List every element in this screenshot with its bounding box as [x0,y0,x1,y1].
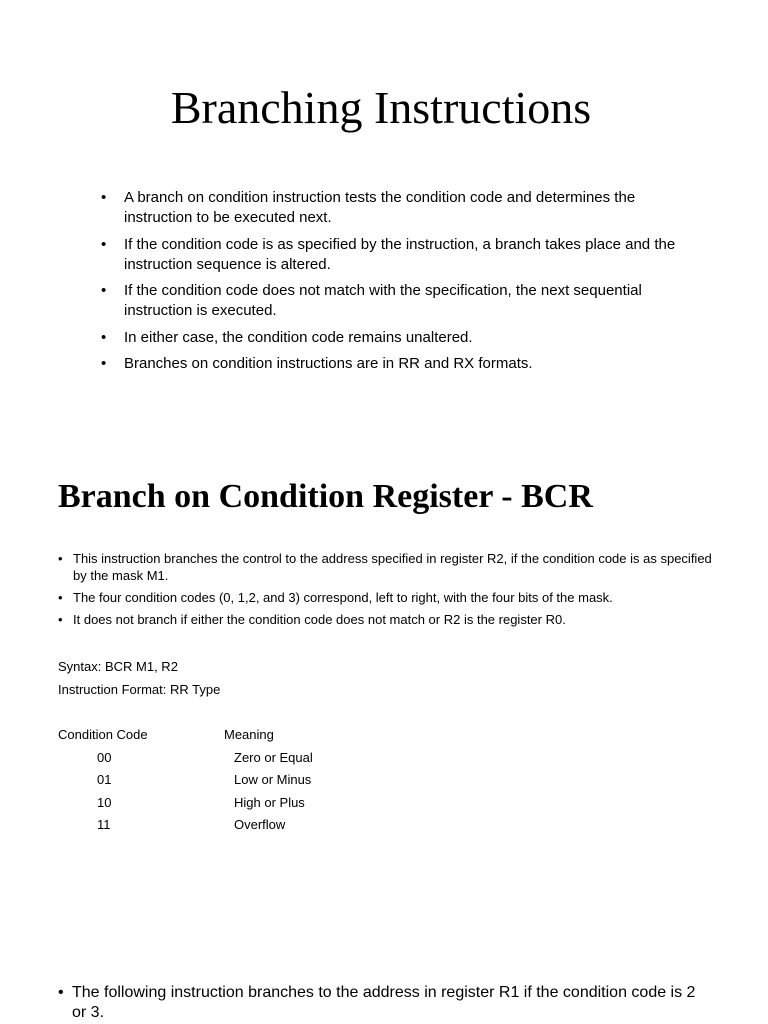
bullet-icon: • [58,551,63,566]
bullet-icon: • [101,235,107,253]
column-header-condition-code: Condition Code [58,727,148,742]
list-item [58,590,718,607]
list-item [100,328,690,348]
branching-bullet-list [100,188,690,381]
instruction-format-line: Instruction Format: RR Type [58,681,221,697]
list-item [100,281,690,321]
list-item-text: A branch on condition instruction tests the condition code and determines the instruction to be executed next. [124,189,636,226]
list-item-text: In either case, the condition code remains unaltered. [124,328,473,346]
bullet-icon: • [58,611,63,627]
meaning-cell: Overflow [234,817,286,833]
meaning-cell: Zero or Equal [234,749,313,765]
list-item [100,354,690,374]
bullet-icon: • [101,328,107,346]
list-item [58,612,718,629]
meaning-cell: Low or Minus [234,772,312,788]
bullet-icon: • [101,355,107,372]
list-item-text: The following instruction branches to the address in register R1 if the condition code is 2 or 3. [72,984,696,1021]
condition-code-cell: 00 [97,749,112,765]
meaning-cell: High or Plus [234,794,305,810]
syntax-block [58,656,220,701]
example-bullet-list [58,983,698,1023]
list-item-text: This instruction branches the control to the address specified in register R2, if the condition code is as specified by the mask M1. [73,551,712,583]
list-item [100,235,690,275]
bullet-icon: • [101,282,107,299]
list-item-text: If the condition code is as specified by the instruction, a branch takes place and the instruction sequence is altered. [124,235,676,273]
list-item-text: If the condition code does not match with the specification, the next sequential instruction is executed. [124,282,642,319]
page-title-branching-instructions: Branching Instructions [170,82,592,133]
condition-code-cell: 10 [97,794,112,810]
list-item [100,188,690,228]
syntax-line: Syntax: BCR M1, R2 [58,659,178,674]
bullet-icon: • [101,189,107,206]
condition-code-cell: 01 [97,772,112,788]
bullet-icon: • [58,984,64,1001]
list-item-text: It does not branch if either the condition code does not match or R2 is the register R0. [73,611,566,627]
condition-code-cell: 11 [97,817,111,833]
column-header-meaning: Meaning [224,727,274,742]
section-title-bcr: Branch on Condition Register - BCR [58,478,593,515]
list-item-text: The four condition codes (0, 1,2, and 3) correspond, left to right, with the four bits of the mask. [73,589,613,605]
list-item [58,983,698,1023]
bcr-bullet-list [58,551,718,634]
list-item [58,551,718,584]
bullet-icon: • [58,589,63,605]
list-item-text: Branches on condition instructions are in RR and RX formats. [124,355,533,372]
